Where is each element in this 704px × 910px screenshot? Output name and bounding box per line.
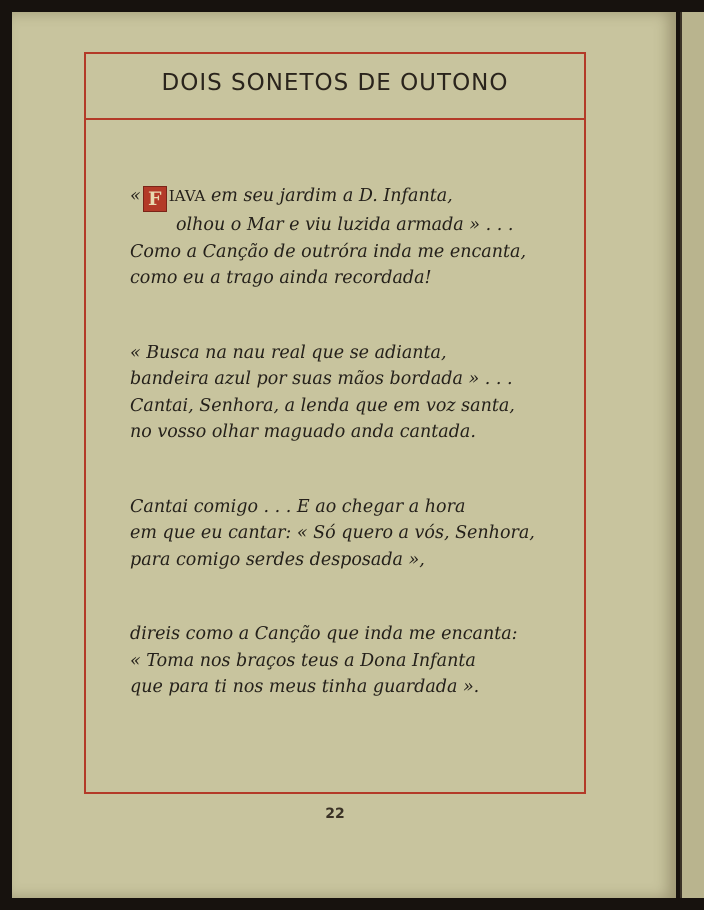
poem-line: no vosso olhar maguado anda cantada.: [130, 422, 476, 442]
adjacent-page-edge: [680, 12, 704, 898]
opening-quote: «: [130, 186, 141, 206]
stanza-4: [130, 621, 560, 701]
small-caps-word: IAVA: [168, 187, 206, 205]
stanza-2: [130, 340, 560, 446]
poem-line: [130, 183, 560, 212]
poem-line: bandeira azul por suas mãos bordada » . . .: [130, 369, 513, 389]
poem: [130, 183, 560, 749]
stanza-3: [130, 494, 560, 574]
line-text: em seu jardim a D. Infanta,: [205, 186, 453, 206]
poem-line: Cantai, Senhora, a lenda que em voz santa,: [130, 395, 515, 416]
poem-line: direis como a Canção que inda me encanta:: [130, 624, 518, 644]
header-divider: [84, 118, 586, 120]
poem-line: para comigo serdes desposada »,: [130, 549, 425, 570]
poem-line: em que eu cantar: « Só quero a vós, Senhora,: [130, 523, 535, 543]
poem-line: Como a Canção de outróra inda me encanta,: [130, 241, 527, 262]
poem-line: « Busca na nau real que se adianta,: [130, 342, 447, 363]
page-title: DOIS SONETOS DE OUTONO: [161, 70, 509, 96]
poem-line: « Toma nos braços teus a Dona Infanta: [130, 650, 476, 671]
stanza-1: [130, 183, 560, 292]
page-number: 22: [325, 806, 345, 822]
illuminated-initial: F: [143, 186, 167, 212]
poem-line: Cantai comigo . . . E ao chegar a hora: [130, 496, 466, 517]
poem-line: olhou o Mar e viu luzida armada » . . .: [176, 215, 514, 235]
poem-line: como eu a trago ainda recordada!: [130, 268, 432, 288]
poem-line: que para ti nos meus tinha guardada ».: [130, 677, 480, 697]
